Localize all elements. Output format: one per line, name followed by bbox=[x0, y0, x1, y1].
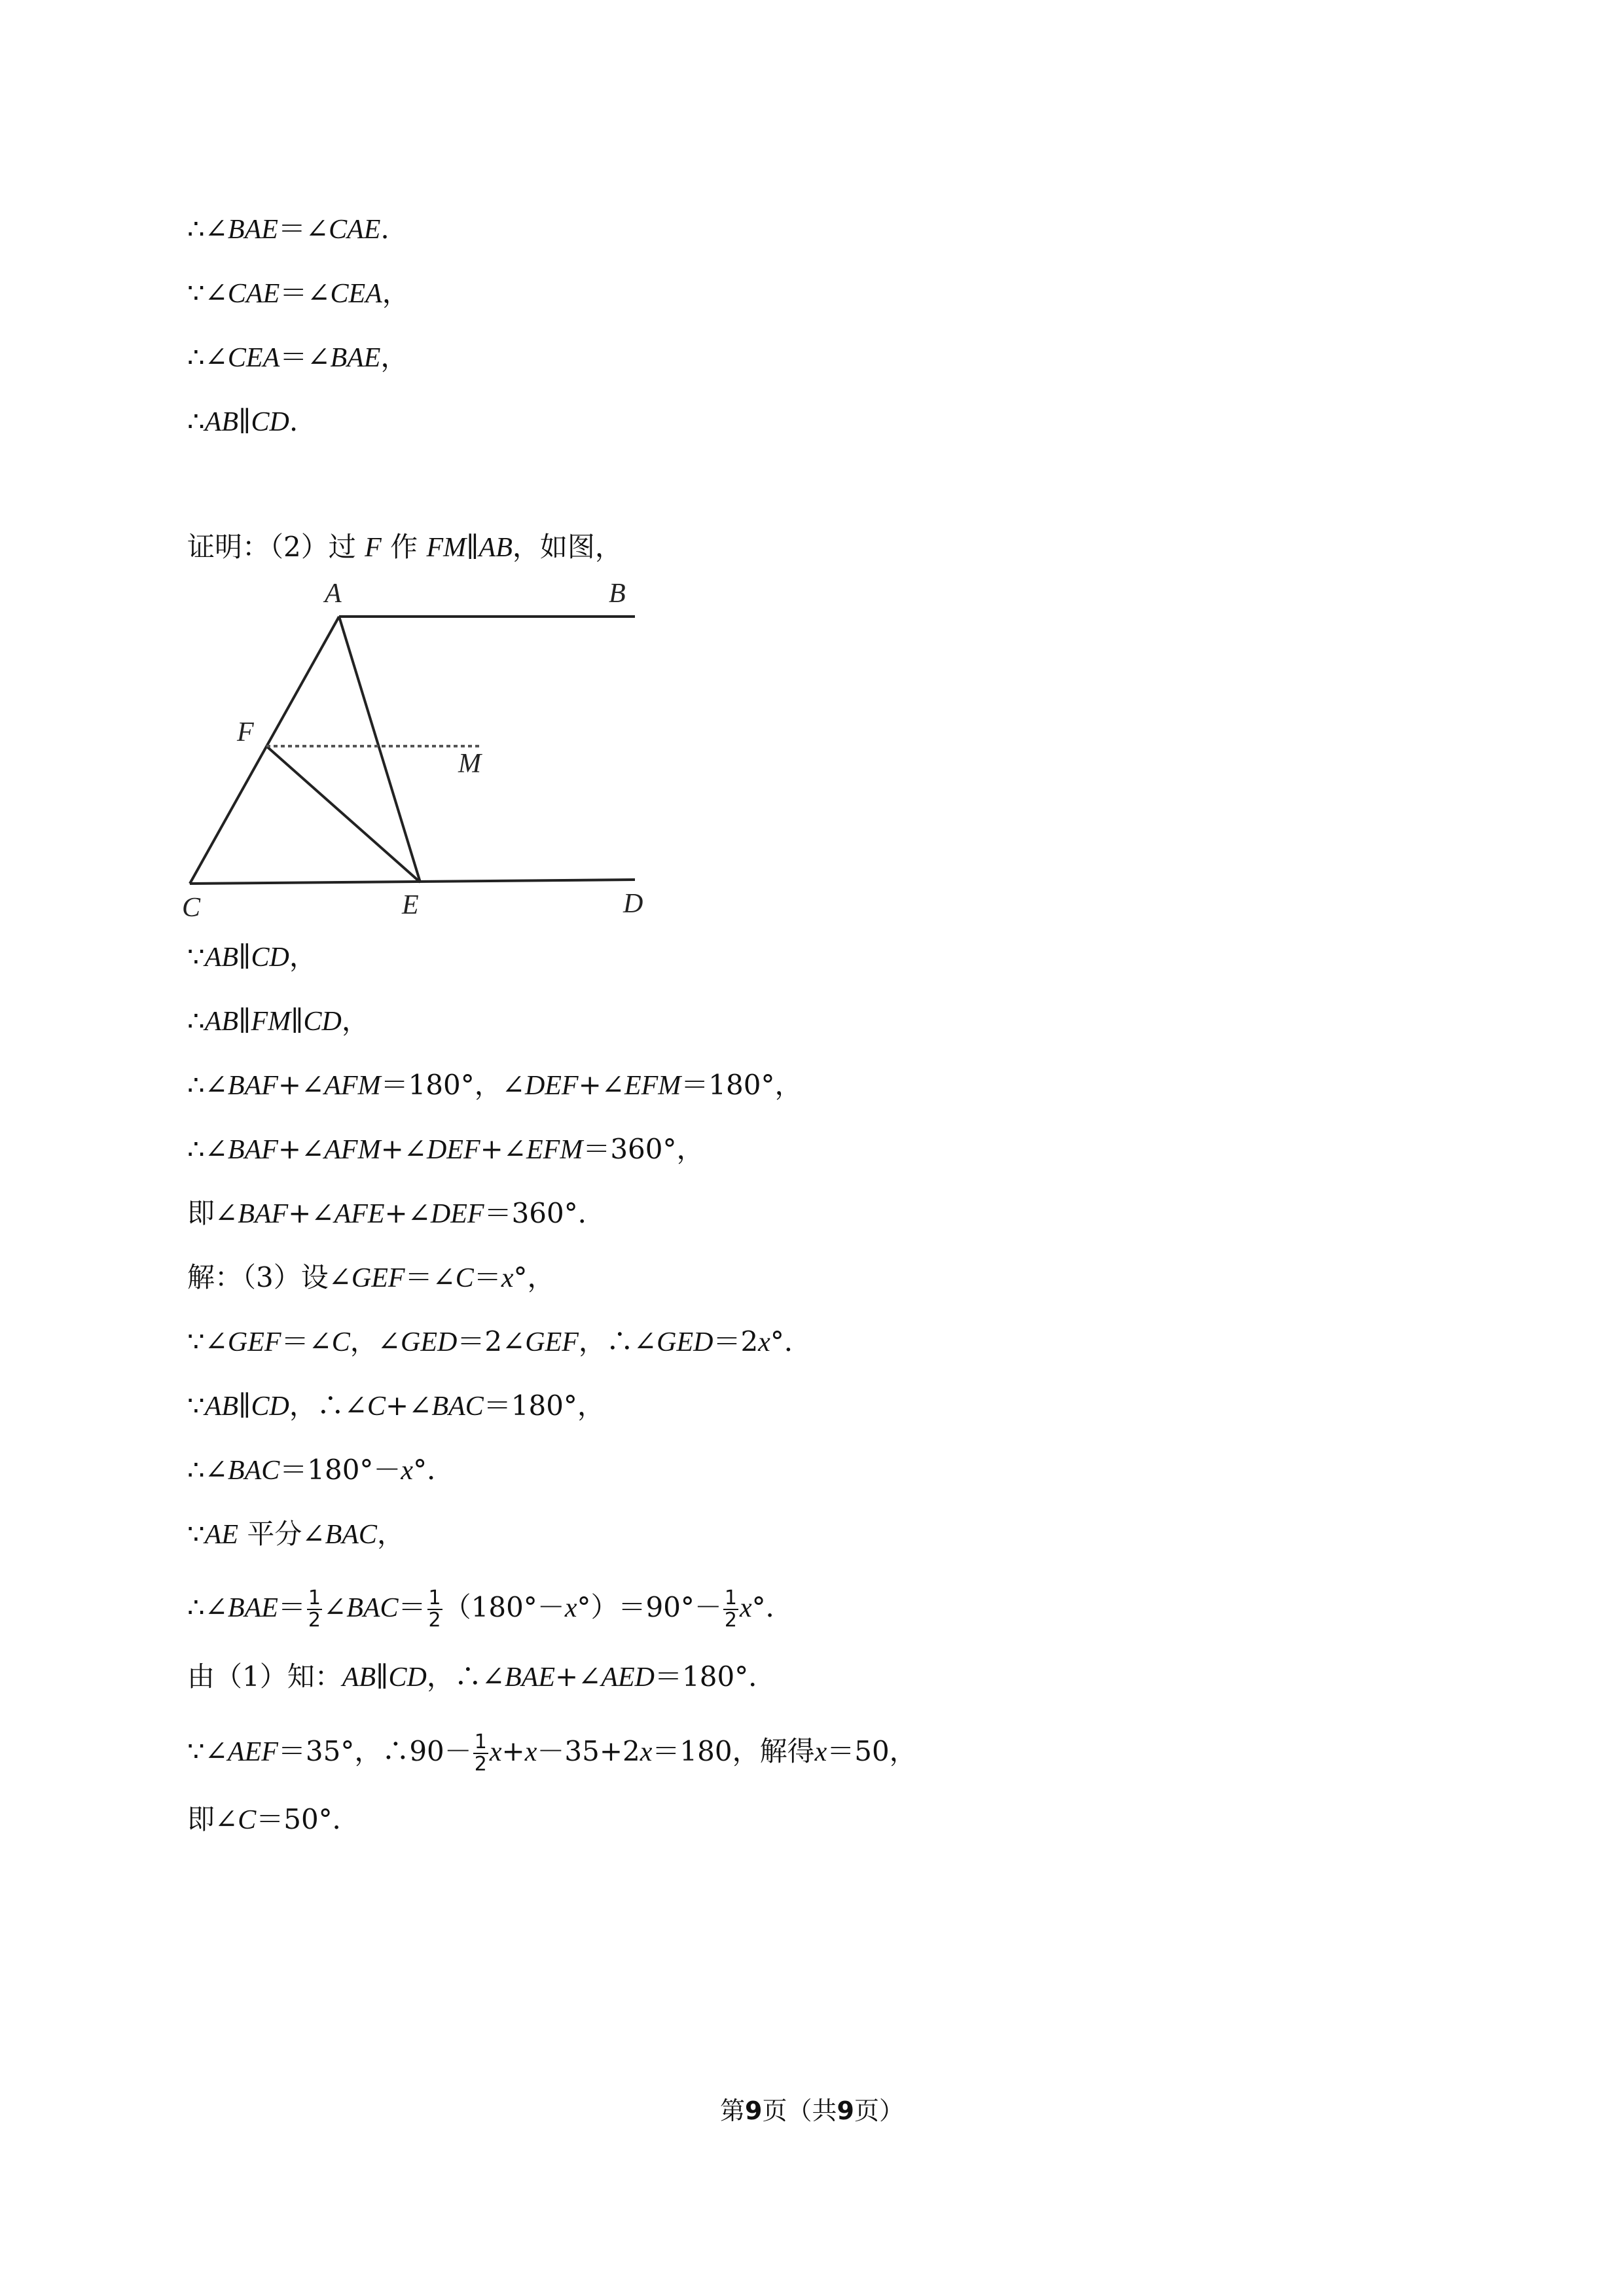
angle-name: BAE bbox=[227, 215, 278, 245]
line-name: AB bbox=[204, 1007, 239, 1037]
line-name: CD bbox=[251, 942, 289, 973]
parallel-symbol: ∥ bbox=[376, 1662, 389, 1693]
text: －35+2 bbox=[537, 1735, 640, 1767]
text: °， bbox=[513, 1261, 555, 1293]
variable: x bbox=[814, 1737, 827, 1767]
geometry-figure bbox=[177, 576, 661, 929]
text: +∠ bbox=[554, 1660, 602, 1693]
angle-name: GEF bbox=[525, 1327, 579, 1357]
angle-name: AFM bbox=[324, 1135, 381, 1165]
text: ∵∠ bbox=[187, 277, 228, 309]
line-name: AB bbox=[204, 1391, 239, 1422]
segment-ae bbox=[339, 617, 420, 882]
footer-text: 页） bbox=[854, 2096, 904, 2125]
text: ， bbox=[380, 341, 408, 373]
fraction-denominator: 2 bbox=[724, 1609, 738, 1632]
proof-line-2 bbox=[187, 275, 410, 312]
text: 即∠ bbox=[187, 1803, 238, 1835]
text: ∴∠ bbox=[187, 1454, 228, 1486]
text: ∴ bbox=[187, 1005, 205, 1037]
text: ＝∠ bbox=[280, 341, 331, 373]
label-c: C bbox=[182, 893, 201, 923]
variable: x bbox=[640, 1737, 653, 1767]
text: ， bbox=[382, 277, 410, 309]
fraction-numerator: 1 bbox=[428, 1587, 441, 1609]
text: +∠ bbox=[384, 1197, 431, 1229]
proof-line-5 bbox=[187, 529, 623, 566]
angle-name: CEA bbox=[227, 343, 280, 373]
text: +∠ bbox=[578, 1069, 624, 1101]
solution-line-11 bbox=[187, 1259, 554, 1297]
angle-name: GED bbox=[401, 1327, 458, 1357]
fraction-numerator: 1 bbox=[308, 1587, 321, 1609]
text: ＝35°，∴90－ bbox=[278, 1735, 472, 1767]
text: ∵∠ bbox=[187, 1325, 228, 1357]
line-name: AB bbox=[204, 942, 239, 973]
variable: x bbox=[401, 1456, 414, 1486]
footer-text: 第 bbox=[720, 2096, 746, 2125]
text: °． bbox=[413, 1454, 455, 1486]
text: ，如图， bbox=[512, 531, 623, 563]
text: ＝∠ bbox=[405, 1261, 456, 1293]
solution-line-19 bbox=[187, 1801, 360, 1839]
text: ＝360°． bbox=[484, 1197, 605, 1229]
line-name: CD bbox=[303, 1007, 342, 1037]
fraction-numerator: 1 bbox=[724, 1587, 738, 1609]
text: ， bbox=[341, 1005, 369, 1037]
angle-name: AED bbox=[601, 1662, 655, 1693]
angle-name: DEF bbox=[430, 1199, 484, 1229]
text: °． bbox=[770, 1325, 812, 1357]
text: ＝50， bbox=[827, 1735, 917, 1767]
angle-name: CEA bbox=[330, 279, 382, 309]
text: ∵ bbox=[187, 1518, 205, 1550]
text: ∴∠ bbox=[187, 1069, 228, 1101]
text: ，∴∠ bbox=[426, 1660, 505, 1693]
label-d: D bbox=[623, 889, 643, 919]
angle-name: GED bbox=[657, 1327, 713, 1357]
text: +∠ bbox=[278, 1133, 325, 1165]
angle-name: BAF bbox=[238, 1199, 289, 1229]
text: ＝180°． bbox=[655, 1660, 776, 1693]
angle-name: BAC bbox=[431, 1391, 484, 1422]
line-name: CD bbox=[388, 1662, 427, 1693]
text: ∵ bbox=[187, 941, 205, 973]
text: ，∠ bbox=[350, 1325, 401, 1357]
text: ＝180°， bbox=[483, 1390, 605, 1422]
text: 证明：（2）过 bbox=[187, 531, 356, 563]
fraction-denominator: 2 bbox=[308, 1609, 321, 1632]
fraction-denominator: 2 bbox=[428, 1609, 441, 1632]
footer-text: 页（共 bbox=[762, 2096, 837, 2125]
angle-name: GEF bbox=[351, 1263, 405, 1293]
solution-line-12 bbox=[187, 1323, 812, 1361]
text: ＝180°－ bbox=[280, 1454, 401, 1486]
text: +∠ bbox=[288, 1197, 334, 1229]
text: ∴∠ bbox=[187, 341, 228, 373]
text: 即∠ bbox=[187, 1197, 238, 1229]
total-pages: 9 bbox=[837, 2096, 854, 2125]
solution-line-15 bbox=[187, 1516, 405, 1553]
text: ＝2 bbox=[713, 1325, 759, 1357]
text: ，∴∠ bbox=[578, 1325, 657, 1357]
text: + bbox=[501, 1735, 525, 1767]
text: ＝50°． bbox=[256, 1803, 360, 1835]
text: ＝180°， bbox=[681, 1069, 803, 1101]
fraction-half bbox=[307, 1588, 322, 1631]
line-cd bbox=[190, 880, 635, 884]
angle-name: BAC bbox=[325, 1520, 377, 1550]
text: ＝ bbox=[278, 1591, 306, 1623]
proof-line-8 bbox=[187, 1067, 802, 1104]
fraction-half bbox=[427, 1588, 442, 1631]
text: ＝∠ bbox=[278, 213, 329, 245]
line-name: CD bbox=[251, 1391, 289, 1422]
text: °）＝90°－ bbox=[577, 1591, 722, 1623]
proof-line-4 bbox=[187, 403, 298, 440]
proof-line-1 bbox=[187, 211, 389, 248]
page-number: 9 bbox=[745, 2096, 763, 2125]
text: ＝ bbox=[473, 1261, 501, 1293]
proof-line-6 bbox=[187, 939, 317, 976]
variable: x bbox=[758, 1327, 770, 1357]
text: ＝180°，∠ bbox=[380, 1069, 525, 1101]
proof-line-7 bbox=[187, 1003, 369, 1040]
angle-name: GEF bbox=[227, 1327, 281, 1357]
angle-name: AFE bbox=[334, 1199, 385, 1229]
label-b: B bbox=[609, 579, 626, 609]
line-name: CD bbox=[251, 407, 289, 437]
text: ∠ bbox=[323, 1591, 347, 1623]
text: ∴∠ bbox=[187, 213, 228, 245]
text: 解：（3）设∠ bbox=[187, 1261, 352, 1293]
solution-line-17 bbox=[187, 1659, 776, 1696]
label-f: F bbox=[237, 717, 254, 747]
angle-name: AFM bbox=[324, 1071, 381, 1101]
proof-line-10 bbox=[187, 1195, 605, 1232]
line-name: FM bbox=[426, 533, 467, 563]
text: +∠ bbox=[386, 1390, 432, 1422]
variable: x bbox=[501, 1263, 514, 1293]
variable: x bbox=[524, 1737, 537, 1767]
proof-line-3 bbox=[187, 339, 408, 376]
line-name: AE bbox=[204, 1520, 239, 1550]
angle-name: CAE bbox=[329, 215, 381, 245]
line-name: AB bbox=[478, 533, 513, 563]
parallel-symbol: ∥ bbox=[238, 1391, 251, 1422]
parallel-symbol: ∥ bbox=[238, 942, 251, 973]
solution-line-13 bbox=[187, 1388, 605, 1425]
angle-name: BAE bbox=[227, 1593, 278, 1623]
text: ＝ bbox=[398, 1591, 426, 1623]
text: ＝180，解得 bbox=[652, 1735, 815, 1767]
text: 由（1）知： bbox=[187, 1660, 342, 1693]
label-m: M bbox=[458, 749, 481, 779]
fraction-half bbox=[473, 1732, 488, 1775]
text: ＝∠ bbox=[280, 277, 331, 309]
solution-line-14 bbox=[187, 1452, 454, 1489]
text: 平分∠ bbox=[247, 1518, 325, 1550]
angle-name: C bbox=[238, 1805, 257, 1835]
angle-name: BAE bbox=[330, 343, 381, 373]
line-name: FM bbox=[251, 1007, 291, 1037]
label-e: E bbox=[402, 890, 419, 920]
angle-name: C bbox=[331, 1327, 350, 1357]
text: °． bbox=[751, 1591, 793, 1623]
text: ∵∠ bbox=[187, 1735, 228, 1767]
angle-name: BAF bbox=[227, 1135, 278, 1165]
angle-name: DEF bbox=[524, 1071, 579, 1101]
text: ＝360°， bbox=[583, 1133, 704, 1165]
line-name: AB bbox=[204, 407, 239, 437]
angle-name: EFM bbox=[526, 1135, 583, 1165]
angle-name: C bbox=[455, 1263, 474, 1293]
text: ，∴∠ bbox=[289, 1390, 368, 1422]
text: ∵ bbox=[187, 1390, 205, 1422]
fraction-denominator: 2 bbox=[474, 1753, 487, 1776]
text: ， bbox=[289, 941, 317, 973]
text: ∴∠ bbox=[187, 1133, 228, 1165]
parallel-symbol: ∥ bbox=[291, 1007, 304, 1037]
segment-ac bbox=[190, 617, 339, 884]
text: . bbox=[289, 405, 298, 437]
text: +∠ bbox=[380, 1133, 427, 1165]
fraction-numerator: 1 bbox=[474, 1731, 487, 1753]
fraction-half bbox=[723, 1588, 738, 1631]
angle-name: AEF bbox=[227, 1737, 278, 1767]
angle-name: DEF bbox=[426, 1135, 480, 1165]
parallel-symbol: ∥ bbox=[238, 1007, 251, 1037]
segment-fe bbox=[266, 746, 420, 882]
parallel-symbol: ∥ bbox=[238, 407, 251, 437]
variable: x bbox=[740, 1593, 752, 1623]
solution-line-16 bbox=[187, 1588, 793, 1631]
text: ＝∠ bbox=[281, 1325, 332, 1357]
text: ∴∠ bbox=[187, 1591, 228, 1623]
text: +∠ bbox=[278, 1069, 325, 1101]
variable: x bbox=[564, 1593, 577, 1623]
variable: x bbox=[489, 1737, 502, 1767]
text: ， bbox=[376, 1518, 405, 1550]
text: ＝2∠ bbox=[457, 1325, 526, 1357]
line-name: AB bbox=[342, 1662, 376, 1693]
point-name: F bbox=[365, 533, 382, 563]
solution-line-18 bbox=[187, 1732, 917, 1775]
angle-name: BAF bbox=[227, 1071, 278, 1101]
text: ∴ bbox=[187, 405, 205, 437]
parallel-symbol: ∥ bbox=[466, 533, 479, 563]
text: 作 bbox=[390, 531, 418, 563]
angle-name: CAE bbox=[227, 279, 280, 309]
angle-name: BAC bbox=[346, 1593, 399, 1623]
text: . bbox=[380, 213, 389, 245]
angle-name: C bbox=[367, 1391, 386, 1422]
proof-line-9 bbox=[187, 1131, 704, 1168]
text: （180°－ bbox=[443, 1591, 565, 1623]
angle-name: EFM bbox=[624, 1071, 681, 1101]
angle-name: BAC bbox=[227, 1456, 280, 1486]
label-a: A bbox=[325, 579, 342, 609]
page-footer bbox=[0, 2094, 1624, 2127]
angle-name: BAE bbox=[505, 1662, 555, 1693]
text: +∠ bbox=[480, 1133, 527, 1165]
